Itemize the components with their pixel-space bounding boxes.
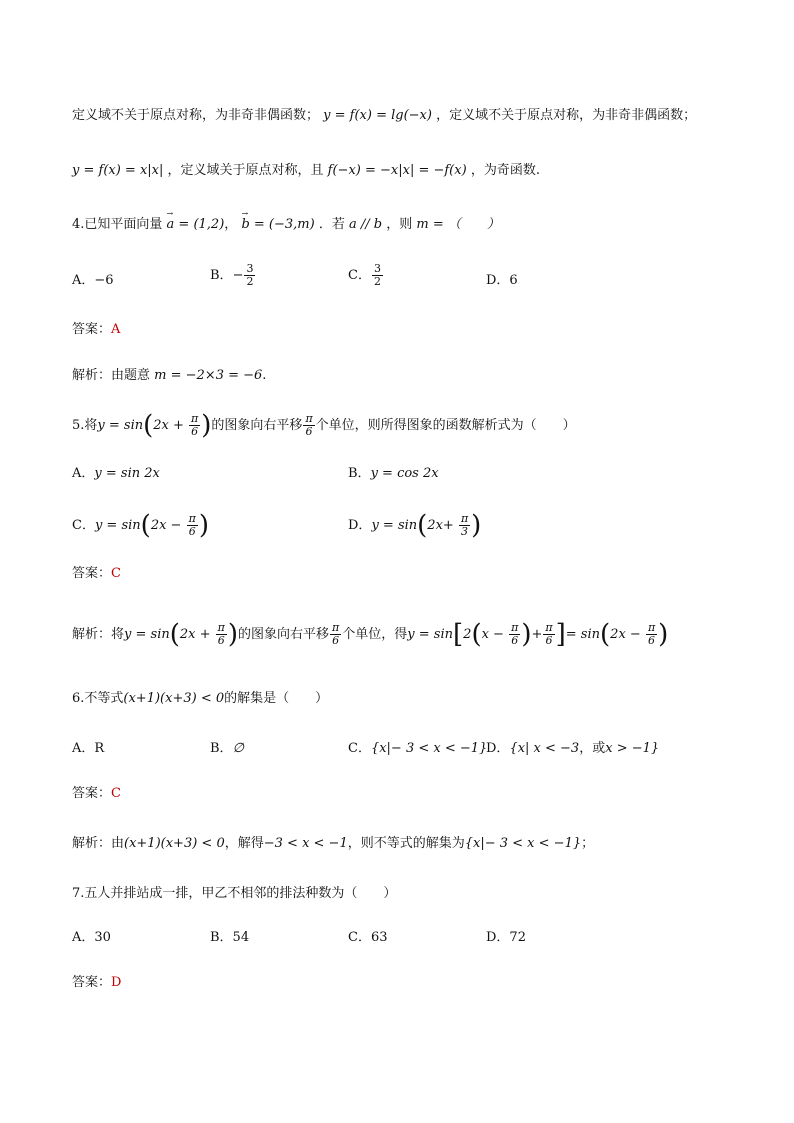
paren-left: ( [169, 619, 180, 650]
question-text: 的图象向右平移 [211, 418, 303, 433]
q4-stem [72, 215, 500, 235]
text: ，定义域不关于原点对称，为非奇非偶函数； [436, 108, 697, 123]
math-expr: {x|− 3 < x < −1} [464, 836, 582, 851]
answer-label: 答案： [72, 975, 112, 990]
analysis-label: 解析：由题意 [72, 368, 151, 383]
text: ； [581, 836, 595, 851]
question-text: 6.不等式 [72, 691, 124, 706]
m-blank: m = （ ） [416, 217, 500, 232]
paren-right: ) [227, 619, 239, 650]
q7-stem [72, 884, 396, 904]
math-expr: y = sin [94, 518, 141, 533]
option-text: D．6 [486, 273, 518, 288]
option-label: B． [210, 741, 233, 756]
vector-a: → a = (1,2) [167, 215, 225, 235]
fraction [303, 413, 314, 438]
q7-option-c [348, 928, 388, 948]
q6-stem [72, 689, 328, 709]
numerator: π [545, 621, 553, 634]
paren-right: ) [658, 619, 669, 650]
q4-option-d [486, 271, 518, 291]
math-expr: f(−x) = −x|x| = −f(x) [327, 163, 467, 178]
empty-set-symbol: ∅ [232, 741, 244, 756]
question-text: 7.五人并排站成一排，甲乙不相邻的排法种数为（ ） [72, 886, 397, 901]
text: ，为奇函数. [470, 163, 540, 178]
q6-option-a [72, 739, 104, 759]
q7-answer [72, 973, 121, 993]
bracket-left: [ [453, 619, 464, 650]
q6-answer [72, 784, 121, 804]
option-label: A． [72, 466, 95, 481]
math-expr: x > −1} [605, 741, 660, 756]
q4-answer [72, 320, 120, 340]
math-expr: y = f(x) = lg(−x) [323, 108, 432, 123]
denominator: 2 [373, 275, 381, 288]
q7-option-d [486, 928, 526, 948]
q5-option-a [72, 464, 160, 484]
text: ，解得 [224, 836, 264, 851]
vector-b: → b = (−3,m) [241, 215, 314, 235]
math-expr: y = f(x) = x|x| [72, 163, 164, 178]
option-text: B．54 [210, 930, 250, 945]
fraction [330, 622, 341, 647]
option-text: A．30 [72, 930, 111, 945]
denominator: 6 [191, 425, 199, 438]
option-text: D．72 [486, 930, 526, 945]
option-text: C．63 [348, 930, 388, 945]
math-expr: 2x + [179, 627, 215, 642]
math-expr: 2x − [150, 518, 186, 533]
q4-option-b [210, 263, 256, 288]
math-expr: y = sin [407, 627, 453, 642]
q5-stem [72, 410, 576, 441]
text: ，或 [579, 741, 606, 756]
denominator: 6 [188, 525, 196, 538]
math-expr: (x+1)(x+3) < 0 [123, 691, 225, 706]
denominator: 6 [217, 634, 225, 647]
question-text: 个单位，则所得图象的函数解析式为（ ） [315, 418, 576, 433]
analysis-label: 解析：由 [72, 836, 125, 851]
q4-option-a [72, 271, 114, 291]
option-text: A．−6 [72, 273, 114, 288]
separator: ， [224, 217, 238, 232]
q7-option-a [72, 928, 111, 948]
paren-left: ( [471, 619, 482, 650]
text: 的图象向右平移 [238, 627, 330, 642]
fraction [372, 263, 383, 288]
paren-right: ) [521, 619, 532, 650]
math-expr: 2x + [153, 418, 189, 433]
numerator: π [332, 621, 340, 634]
numerator: π [460, 512, 469, 525]
text: 个单位，得 [342, 627, 408, 642]
math-expr: 2x+ [427, 518, 458, 533]
denominator: 6 [511, 634, 519, 647]
numerator: π [217, 621, 225, 634]
parallel-expr: a // b [348, 217, 383, 232]
math-expr: 2x − [610, 627, 645, 642]
question-text: 的解集是（ ） [224, 691, 329, 706]
math-expr: (x+1)(x+3) < 0 [124, 836, 225, 851]
q6-option-b [210, 739, 244, 759]
paren-right: ) [198, 510, 209, 541]
q3-line-1 [72, 106, 696, 126]
answer-value: A [111, 322, 121, 337]
q7-option-b [210, 928, 249, 948]
question-text: ．若 [318, 217, 345, 232]
paren-left: ( [143, 410, 154, 441]
numerator: π [647, 621, 656, 634]
paren-left: ( [140, 510, 151, 541]
q6-option-c [348, 739, 487, 759]
fraction [509, 622, 520, 647]
option-text: A．R [72, 741, 105, 756]
q5-answer [72, 564, 121, 584]
q6-option-d [486, 739, 659, 759]
math-expr: m = −2×3 = −6 [154, 368, 263, 383]
q4-option-c [348, 263, 384, 288]
q3-line-2 [72, 161, 540, 181]
option-label: C． [348, 268, 371, 283]
fraction [459, 513, 470, 538]
question-text: 4.已知平面向量 [72, 217, 163, 232]
answer-label: 答案： [72, 786, 112, 801]
math-expr: x − [481, 627, 509, 642]
numerator: π [188, 512, 196, 525]
paren-right: ) [471, 510, 482, 541]
question-text: ，则 [386, 217, 413, 232]
answer-label: 答案： [72, 322, 112, 337]
minus-sign: − [232, 268, 244, 283]
answer-value: D [111, 975, 122, 990]
text: 定义域不关于原点对称，为非奇非偶函数； [72, 108, 320, 123]
paren-left: ( [600, 619, 611, 650]
denominator: 6 [305, 425, 313, 438]
fraction [646, 622, 657, 647]
math-expr: {x| x < −3 [509, 741, 580, 756]
math-expr: y = sin 2x [94, 466, 160, 481]
fraction [244, 263, 255, 288]
fraction [543, 622, 554, 647]
paren-right: ) [201, 410, 212, 441]
fraction [216, 622, 227, 647]
denominator: 6 [332, 634, 340, 647]
math-expr: −3 < x < −1 [263, 836, 348, 851]
math-expr: y = sin [97, 418, 144, 433]
denominator: 2 [246, 275, 254, 288]
answer-label: 答案： [72, 566, 112, 581]
q5-option-c [72, 510, 209, 541]
bracket-right: ] [555, 619, 566, 650]
denominator: 3 [461, 525, 469, 538]
math-expr: = sin [565, 627, 601, 642]
option-label: C． [348, 741, 371, 756]
math-expr: y = sin [371, 518, 418, 533]
option-label: B． [348, 466, 371, 481]
q5-option-b [348, 464, 439, 484]
denominator: 6 [545, 634, 553, 647]
option-label: D． [486, 741, 510, 756]
paren-left: ( [417, 510, 428, 541]
denominator: 6 [648, 634, 656, 647]
math-expr: y = cos 2x [370, 466, 439, 481]
answer-value: C [111, 786, 121, 801]
text: ，则不等式的解集为 [347, 836, 465, 851]
text: ，定义域关于原点对称，且 [167, 163, 324, 178]
fraction [189, 413, 200, 438]
math-expr: {x|− 3 < x < −1} [370, 741, 488, 756]
math-expr: 2 [463, 627, 472, 642]
text: . [262, 368, 267, 383]
plus-sign: + [531, 627, 543, 642]
numerator: 3 [373, 262, 381, 275]
math-expr: y = sin [124, 627, 170, 642]
fraction [187, 513, 198, 538]
answer-value: C [111, 566, 121, 581]
analysis-label: 解析：将 [72, 627, 125, 642]
option-label: B． [210, 268, 233, 283]
numerator: π [191, 412, 199, 425]
q5-option-d [348, 510, 482, 541]
q6-analysis [72, 834, 594, 854]
numerator: π [511, 621, 519, 634]
option-label: C． [72, 518, 95, 533]
option-label: D． [348, 518, 372, 533]
q4-analysis [72, 366, 266, 386]
q5-analysis [72, 619, 669, 650]
numerator: 3 [246, 262, 254, 275]
question-text: 5.将 [72, 418, 98, 433]
numerator: π [305, 412, 313, 425]
